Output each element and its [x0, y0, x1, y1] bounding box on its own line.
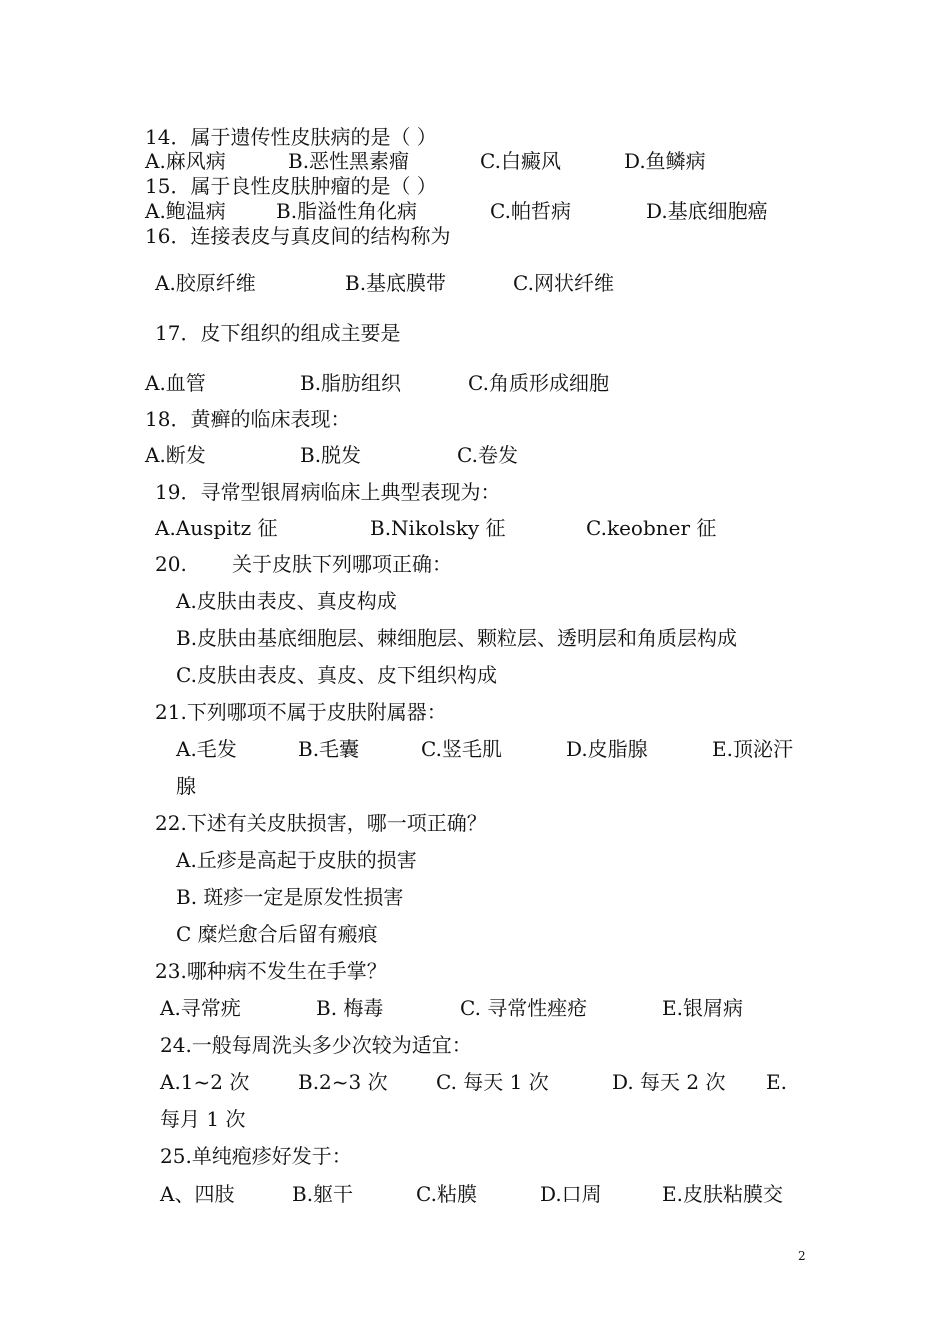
- question-25-option-e: E.皮肤粘膜交: [662, 1182, 783, 1206]
- question-23-option-b: B. 梅毒: [316, 996, 384, 1020]
- question-22-stem: 22.下述有关皮肤损害，哪一项正确？: [155, 811, 487, 835]
- question-24-option-c: C. 每天 1 次: [436, 1070, 549, 1094]
- question-15-option-b: B.脂溢性角化病: [276, 199, 418, 223]
- question-16-option-b: B.基底膜带: [345, 271, 447, 295]
- question-20-stem: 关于皮肤下列哪项正确：: [232, 552, 452, 576]
- question-18-option-c: C.卷发: [457, 443, 518, 467]
- question-21-option-b: B.毛囊: [298, 737, 360, 761]
- question-22-option-b: B. 斑疹一定是原发性损害: [176, 885, 404, 909]
- question-18-option-a: A.断发: [145, 443, 206, 467]
- question-22-option-c: C 糜烂愈合后留有瘢痕: [176, 922, 378, 946]
- question-17-option-b: B.脂肪组织: [300, 371, 402, 395]
- question-24-option-e: E.: [766, 1070, 787, 1094]
- question-25-stem: 25.单纯疱疹好发于：: [160, 1144, 352, 1168]
- question-15-option-a: A.鲍温病: [145, 199, 226, 223]
- question-14-option-d: D.鱼鳞病: [624, 149, 706, 173]
- question-20-option-c: C.皮肤由表皮、真皮、皮下组织构成: [176, 663, 497, 687]
- question-22-option-a: A.丘疹是高起于皮肤的损害: [176, 848, 417, 872]
- question-17-option-c: C.角质形成细胞: [468, 371, 609, 395]
- question-14-option-c: C.白癜风: [480, 149, 561, 173]
- question-20-option-b: B.皮肤由基底细胞层、棘细胞层、颗粒层、透明层和角质层构成: [176, 626, 738, 650]
- question-21-option-c: C.竖毛肌: [421, 737, 502, 761]
- question-24-option-d: D. 每天 2 次: [612, 1070, 726, 1094]
- question-25-option-c: C.粘膜: [416, 1182, 477, 1206]
- page-number: 2: [798, 1249, 806, 1263]
- question-24-stem: 24.一般每周洗头多少次较为适宜：: [160, 1033, 472, 1057]
- question-15-stem: 15．属于良性皮肤肿瘤的是（ ）: [145, 174, 437, 198]
- question-21-option-d: D.皮脂腺: [566, 737, 648, 761]
- question-21-option-e-wrap: 腺: [176, 774, 196, 798]
- question-23-option-e: E.银屑病: [662, 996, 743, 1020]
- question-19-option-c: C.keobner 征: [586, 516, 717, 540]
- question-17-stem: 17．皮下组织的组成主要是: [155, 321, 401, 345]
- question-25-option-b: B.躯干: [292, 1182, 354, 1206]
- question-14-option-a: A.麻风病: [145, 149, 226, 173]
- question-15-option-d: D.基底细胞癌: [646, 199, 768, 223]
- question-23-option-a: A.寻常疣: [160, 996, 241, 1020]
- question-16-option-c: C.网状纤维: [513, 271, 614, 295]
- question-23-stem: 23.哪种病不发生在手掌？: [155, 959, 387, 983]
- question-20-option-a: A.皮肤由表皮、真皮构成: [176, 589, 397, 613]
- question-21-option-e: E.顶泌汗: [712, 737, 793, 761]
- question-19-option-a: A.Auspitz 征: [155, 516, 278, 540]
- question-17-option-a: A.血管: [145, 371, 206, 395]
- question-21-stem: 21.下列哪项不属于皮肤附属器：: [155, 700, 447, 724]
- question-15-option-c: C.帕哲病: [490, 199, 571, 223]
- question-25-option-a: A、四肢: [160, 1182, 235, 1206]
- question-24-option-e-wrap: 每月 1 次: [160, 1107, 246, 1131]
- question-25-option-d: D.口周: [540, 1182, 602, 1206]
- question-23-option-c: C. 寻常性痤疮: [460, 996, 588, 1020]
- question-14-stem: 14．属于遗传性皮肤病的是（ ）: [145, 125, 437, 149]
- question-24-option-a: A.1~2 次: [160, 1070, 250, 1094]
- question-16-stem: 16．连接表皮与真皮间的结构称为: [145, 224, 451, 248]
- question-14-option-b: B.恶性黑素瘤: [288, 149, 410, 173]
- question-19-option-b: B.Nikolsky 征: [370, 516, 506, 540]
- question-19-stem: 19．寻常型银屑病临床上典型表现为：: [155, 480, 501, 504]
- question-18-stem: 18．黄癣的临床表现：: [145, 407, 351, 431]
- question-18-option-b: B.脱发: [300, 443, 362, 467]
- question-16-option-a: A.胶原纤维: [155, 271, 256, 295]
- question-24-option-b: B.2~3 次: [298, 1070, 388, 1094]
- question-20-number: 20.: [155, 552, 187, 576]
- question-21-option-a: A.毛发: [176, 737, 237, 761]
